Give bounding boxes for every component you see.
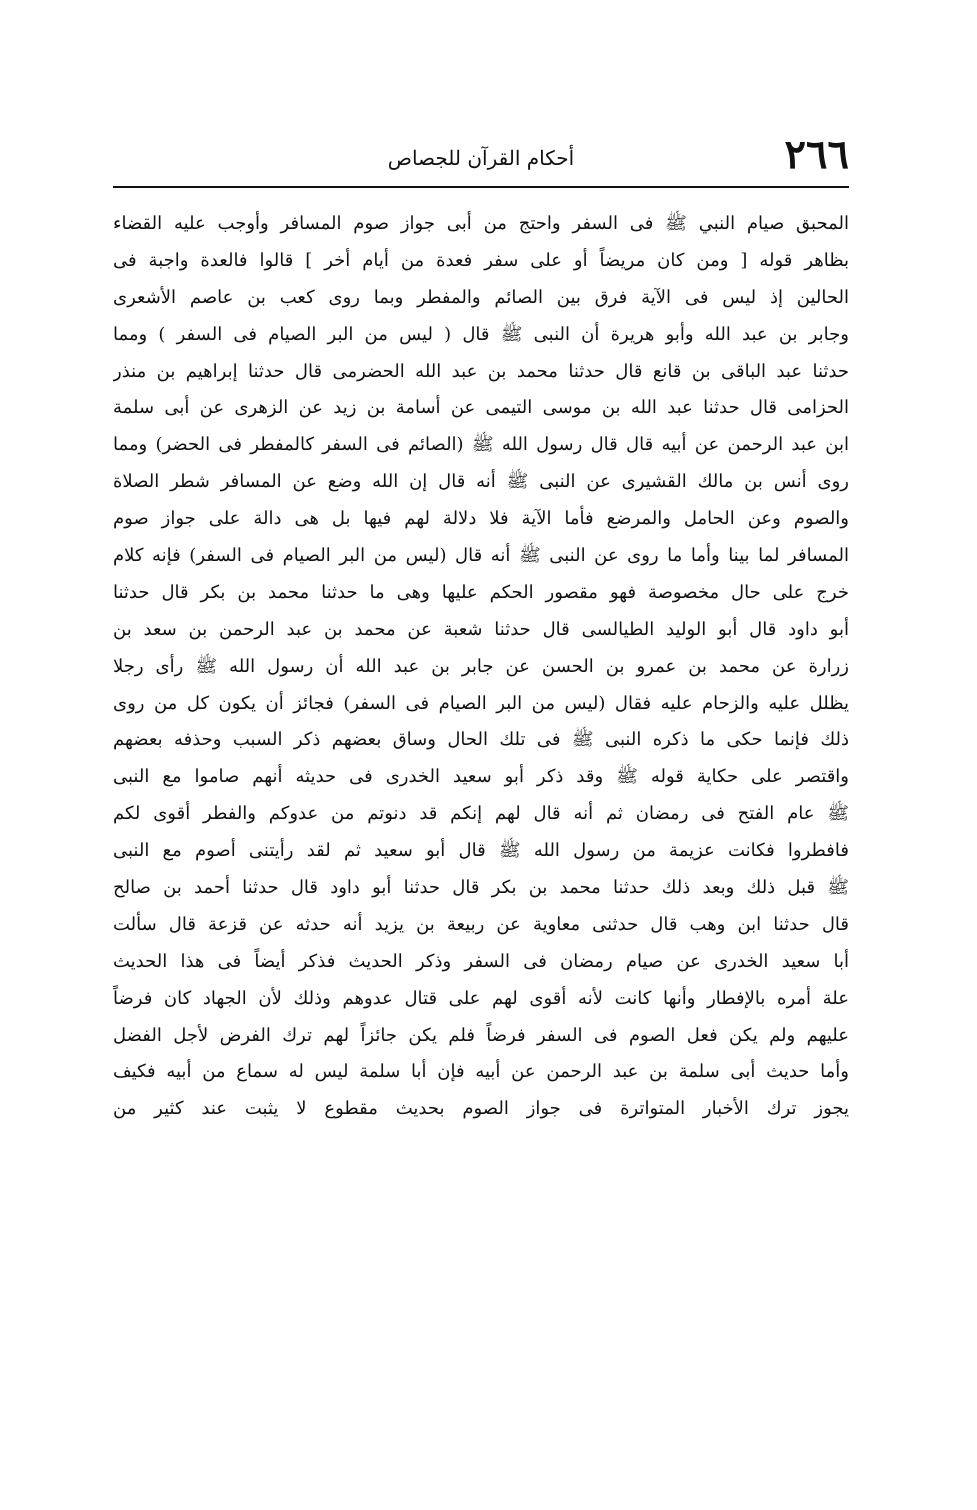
text-line: بظاهر قوله [ ومن كان مريضاً أو على سفر فعدة من أيام أخر ] قالوا فالعدة واجبة فى xyxy=(113,249,849,271)
body-text xyxy=(113,206,849,1128)
text-line: أبو داود قال أبو الوليد الطيالسى قال حدثنا شعبة عن محمد بن عبد الرحمن بن سعد بن xyxy=(113,618,849,640)
text-line: قال حدثنا ابن وهب قال حدثنى معاوية عن ربيعة بن يزيد أنه حدثه عن قزعة قال سألت xyxy=(113,913,849,935)
text-line: ﷺ قبل ذلك وبعد ذلك حدثنا محمد بن بكر قال حدثنا أبو داود قال حدثنا أحمد بن صالح xyxy=(113,877,849,899)
text-line: الحالين إذ ليس فى الآية فرق بين الصائم والمفطر وبما روى كعب بن عاصم الأشعرى xyxy=(113,286,849,308)
text-line: واقتصر على حكاية قوله ﷺ وقد ذكر أبو سعيد الخدرى فى حديثه أنهم صاموا مع النبى xyxy=(113,766,849,788)
text-line: روى أنس بن مالك القشيرى عن النبى ﷺ أنه قال إن الله وضع عن المسافر شطر الصلاة xyxy=(113,471,849,493)
text-line: عليهم ولم يكن فعل الصوم فى السفر فرضاً فلم يكن جائزاً لهم ترك الفرض لأجل الفضل xyxy=(113,1024,849,1046)
text-line: ﷺ عام الفتح فى رمضان ثم أنه قال لهم إنكم قد دنوتم من عدوكم والفطر أقوى لكم xyxy=(113,803,849,825)
text-line: وأما حديث أبى سلمة بن عبد الرحمن عن أبيه فإن أبا سلمة ليس له سماع من أبيه فكيف xyxy=(113,1061,849,1083)
text-line: أبا سعيد الخدرى عن صيام رمضان فى السفر وذكر الحديث فذكر أيضاً فى هذا الحديث xyxy=(113,950,849,972)
text-line: علة أمره بالإفطار وأنها كانت لأنه أقوى لهم على قتال عدوهم وذلك لأن الجهاد كان فرضاً xyxy=(113,987,849,1009)
text-line: المحبق صيام النبي ﷺ فى السفر واحتج من أبى جواز صوم المسافر وأوجب عليه القضاء xyxy=(113,213,849,234)
text-line: فافطروا فكانت عزيمة من رسول الله ﷺ قال أبو سعيد ثم لقد رأيتنى أصوم مع النبى xyxy=(113,840,849,862)
text-line: وجابر بن عبد الله وأبو هريرة أن النبى ﷺ قال ( ليس من البر الصيام فى السفر ) ومما xyxy=(113,323,849,345)
header-divider xyxy=(113,186,849,188)
text-line: يظلل عليه والزحام عليه فقال (ليس من البر الصيام فى السفر) فجائز أن يكون كل من روى xyxy=(113,692,849,714)
page-header xyxy=(113,130,849,184)
page-number: ٢٦٦ xyxy=(784,131,849,178)
text-line: المسافر لما بينا وأما ما روى عن النبى ﷺ أنه قال (ليس من البر الصيام فى السفر) فإنه كلام xyxy=(113,545,849,567)
text-line: ذلك فإنما حكى ما ذكره النبى ﷺ فى تلك الحال وساق بعضهم ذكر السبب وحذفه بعضهم xyxy=(113,729,849,751)
text-line: يجوز ترك الأخبار المتواترة فى جواز الصوم بحديث مقطوع لا يثبت عند كثير من xyxy=(113,1098,849,1120)
text-line: زرارة عن محمد بن عمرو بن الحسن عن جابر بن عبد الله أن رسول الله ﷺ رأى رجلا xyxy=(113,655,849,677)
text-line: خرج على حال مخصوصة فهو مقصور الحكم عليها وهى ما حدثنا محمد بن بكر قال حدثنا xyxy=(113,581,849,603)
text-line: الحزامى قال حدثنا عبد الله بن موسى التيمى عن أسامة بن زيد عن الزهرى عن أبى سلمة xyxy=(113,397,849,419)
text-line: والصوم وعن الحامل والمرضع فأما الآية فلا دلالة لهم فيها بل هى دالة على جواز صوم xyxy=(113,508,849,530)
running-title: أحكام القرآن للجصاص xyxy=(387,146,575,170)
text-line: حدثنا عبد الباقى بن قانع قال حدثنا محمد بن عبد الله الحضرمى قال حدثنا إبراهيم بن منذر xyxy=(113,360,849,382)
text-line: ابن عبد الرحمن عن أبيه قال قال رسول الله ﷺ (الصائم فى السفر كالمفطر فى الحضر) ومما xyxy=(113,434,849,456)
